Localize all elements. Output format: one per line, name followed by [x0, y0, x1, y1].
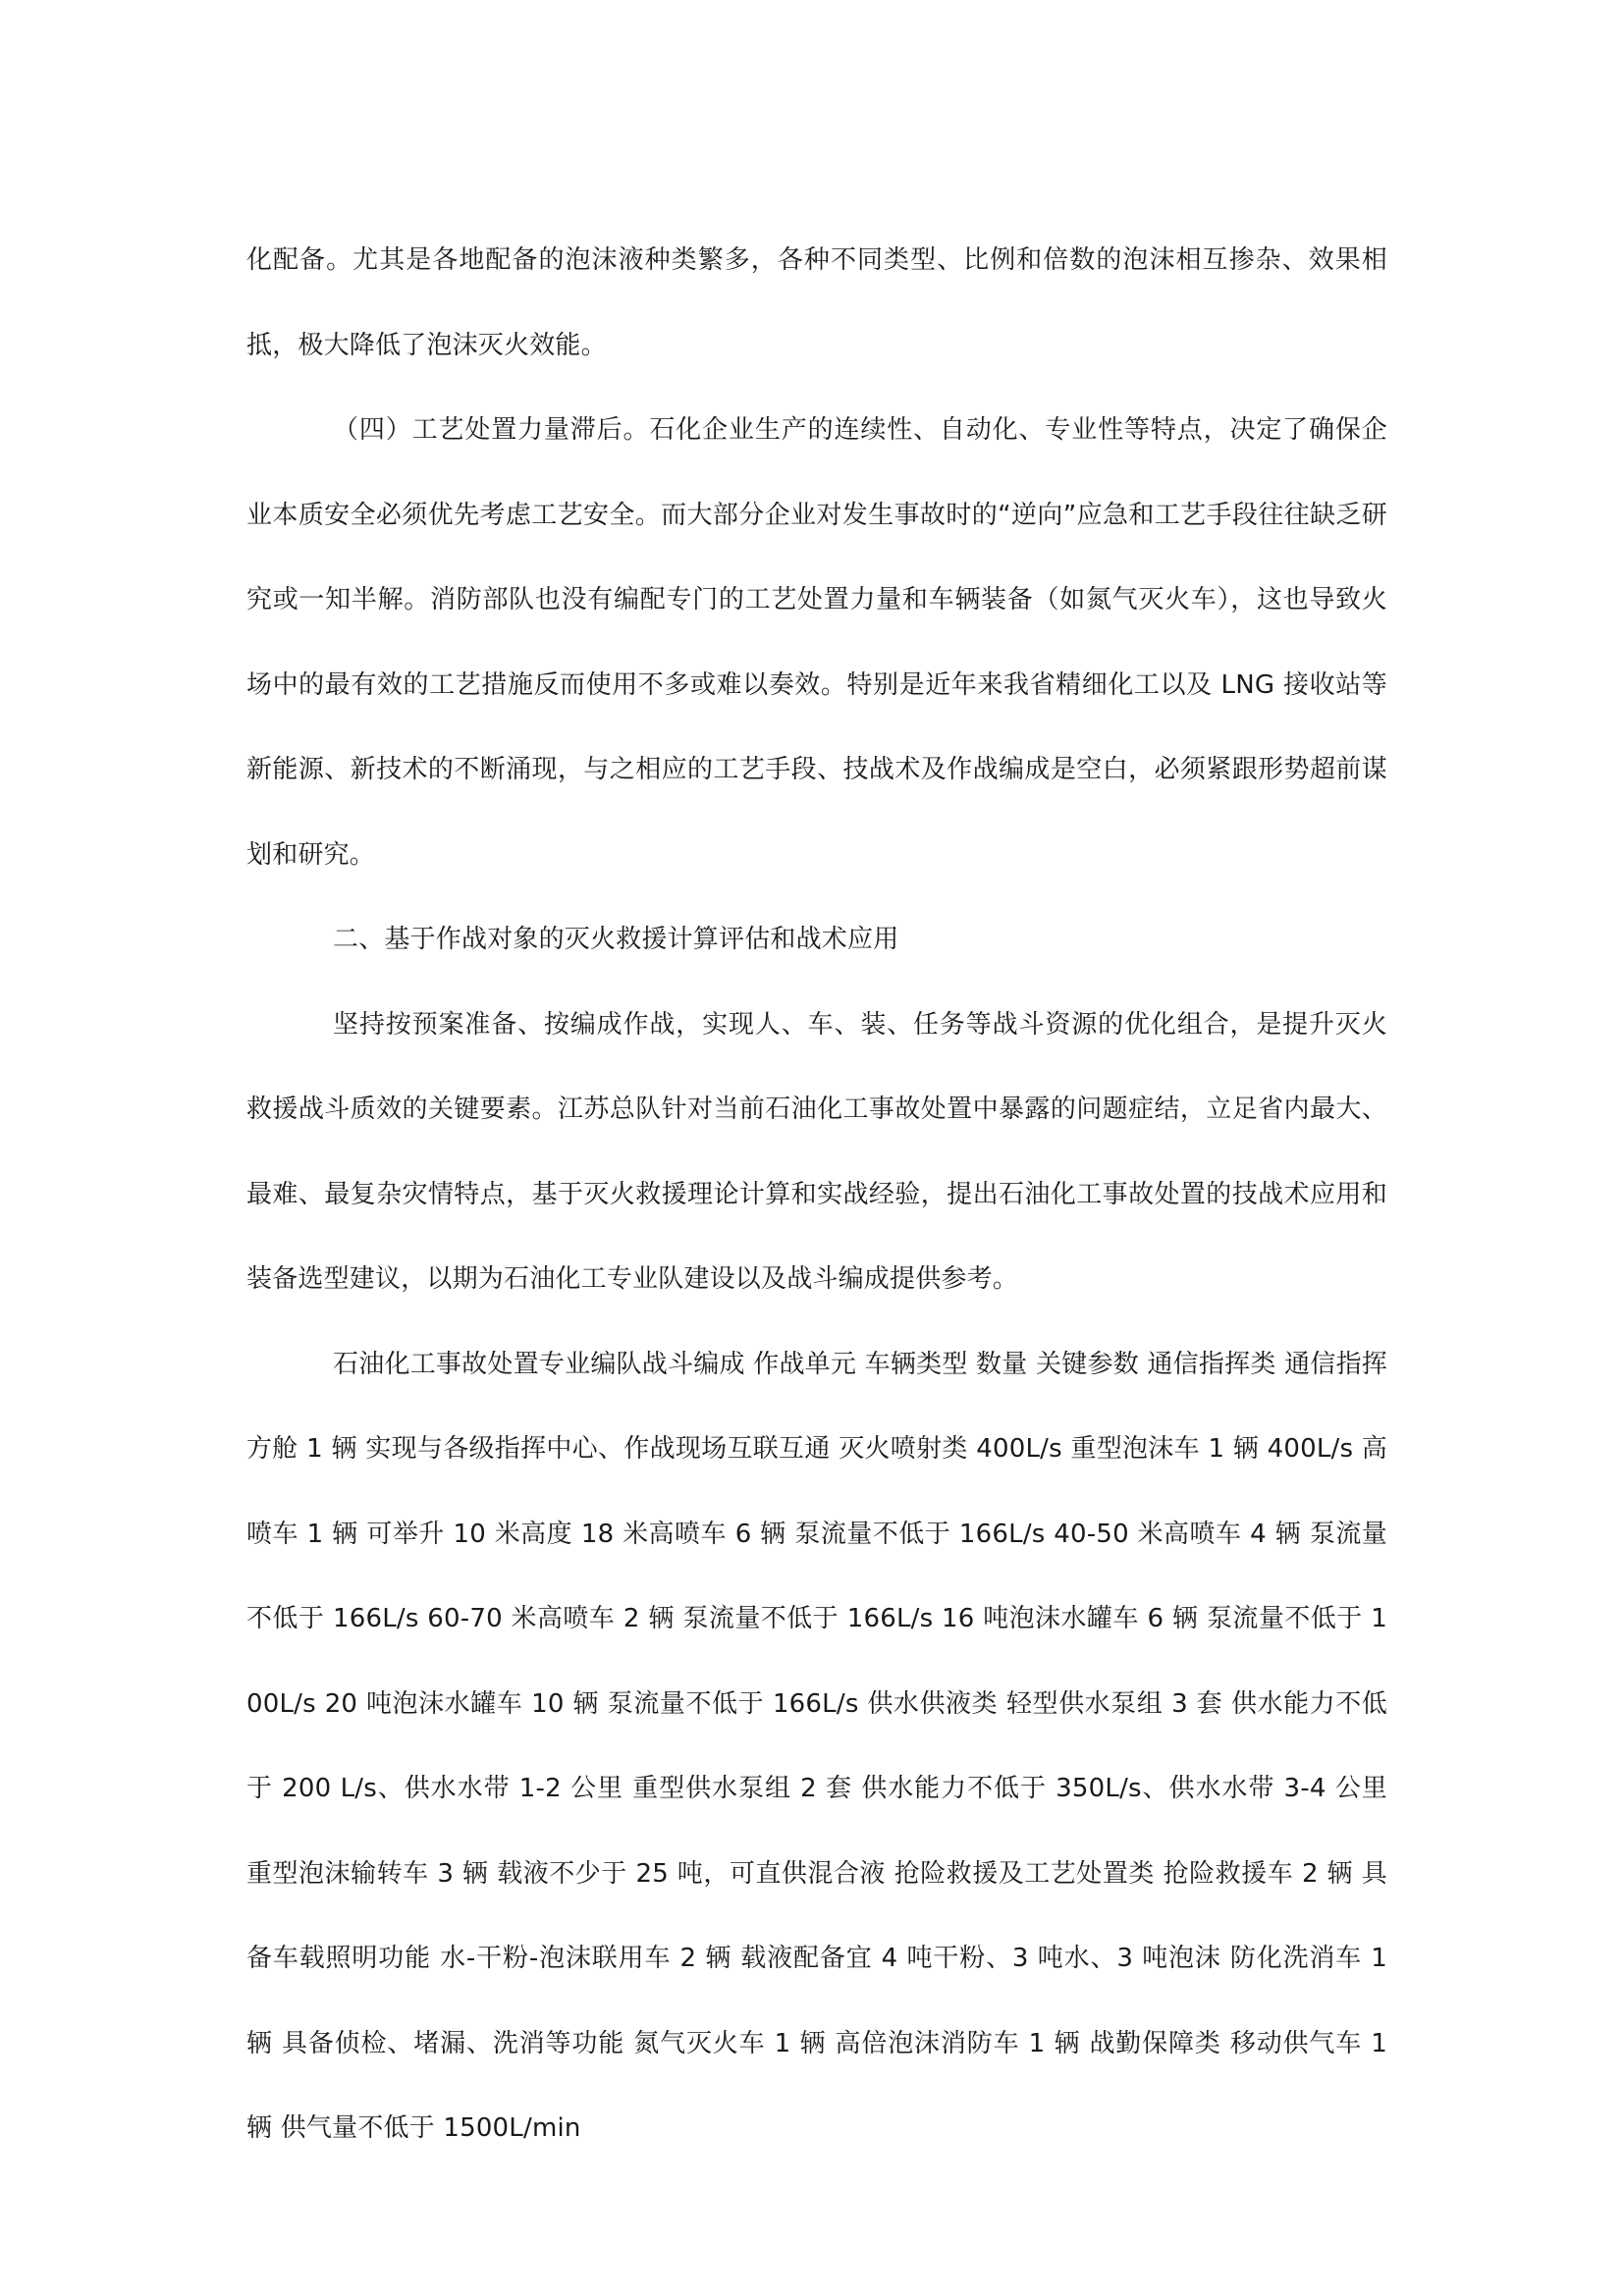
document-body — [246, 218, 1387, 2171]
paragraph-foam-equipment-continued: 化配备。尤其是各地配备的泡沫液种类繁多，各种不同类型、比例和倍数的泡沫相互掺杂、效果相抵，极大降低了泡沫灭火效能。 — [246, 245, 1387, 360]
paragraph-combat-resources: 坚持按预案准备、按编成作战，实现人、车、装、任务等战斗资源的优化组合，是提升灭火救援战斗质效的关键要素。江苏总队针对当前石油化工事故处置中暴露的问题症结，立足省内最大、最难、最复杂灾情特点，基于灭火救援理论计算和实战经验，提出石油化工事故处置的技战术应用和装备选型建议，以期为石油化工专业队建设以及战斗编成提供参考。 — [246, 1009, 1387, 1294]
paragraph-combat-composition-table-text: 石油化工事故处置专业编队战斗编成 作战单元 车辆类型 数量 关键参数 通信指挥类 通信指挥方舱 1 辆 实现与各级指挥中心、作战现场互联互通 灭火喷射类 400L/s 重型泡沫车 1 辆 400L/s 高喷车 1 辆 可举升 10 米高度 18 米高喷车 6 辆 泵流量不低于 166L/s 40-50 米高喷车 4 辆 泵流量不低于 166L/s 60-70 米高喷车 2 辆 泵流量不低于 166L/s 16 吨泡沫水罐车 6 辆 泵流量不低于 100L/s 20 吨泡沫水罐车 10 辆 泵流量不低于 166L/s 供水供液类 轻型供水泵组 3 套 供水能力不低于 200 L/s、供水水带 1-2 公里 重型供水泵组 2 套 供水能力不低于 350L/s、供水水带 3-4 公里 重型泡沫输转车 3 辆 载液不少于 25 吨，可直供混合液 抢险救援及工艺处置类 抢险救援车 2 辆 具备车载照明功能 水-干粉-泡沫联用车 2 辆 载液配备宜 4 吨干粉、3 吨水、3 吨泡沫 防化洗消车 1 辆 具备侦检、堵漏、洗消等功能 氮气灭火车 1 辆 高倍泡沫消防车 1 辆 战勤保障类 移动供气车 1 辆 供气量不低于 1500L/min — [246, 1349, 1387, 2143]
paragraph-process-disposal-lag: （四）工艺处置力量滞后。石化企业生产的连续性、自动化、专业性等特点，决定了确保企业本质安全必须优先考虑工艺安全。而大部分企业对发生事故时的“逆向”应急和工艺手段往往缺乏研究或一知半解。消防部队也没有编配专门的工艺处置力量和车辆装备（如氮气灭火车），这也导致火场中的最有效的工艺措施反而使用不多或难以奏效。特别是近年来我省精细化工以及 LNG 接收站等新能源、新技术的不断涌现，与之相应的工艺手段、技战术及作战编成是空白，必须紧跟形势超前谋划和研究。 — [246, 415, 1387, 870]
section-heading-2: 二、基于作战对象的灭火救援计算评估和战术应用 — [333, 925, 899, 954]
